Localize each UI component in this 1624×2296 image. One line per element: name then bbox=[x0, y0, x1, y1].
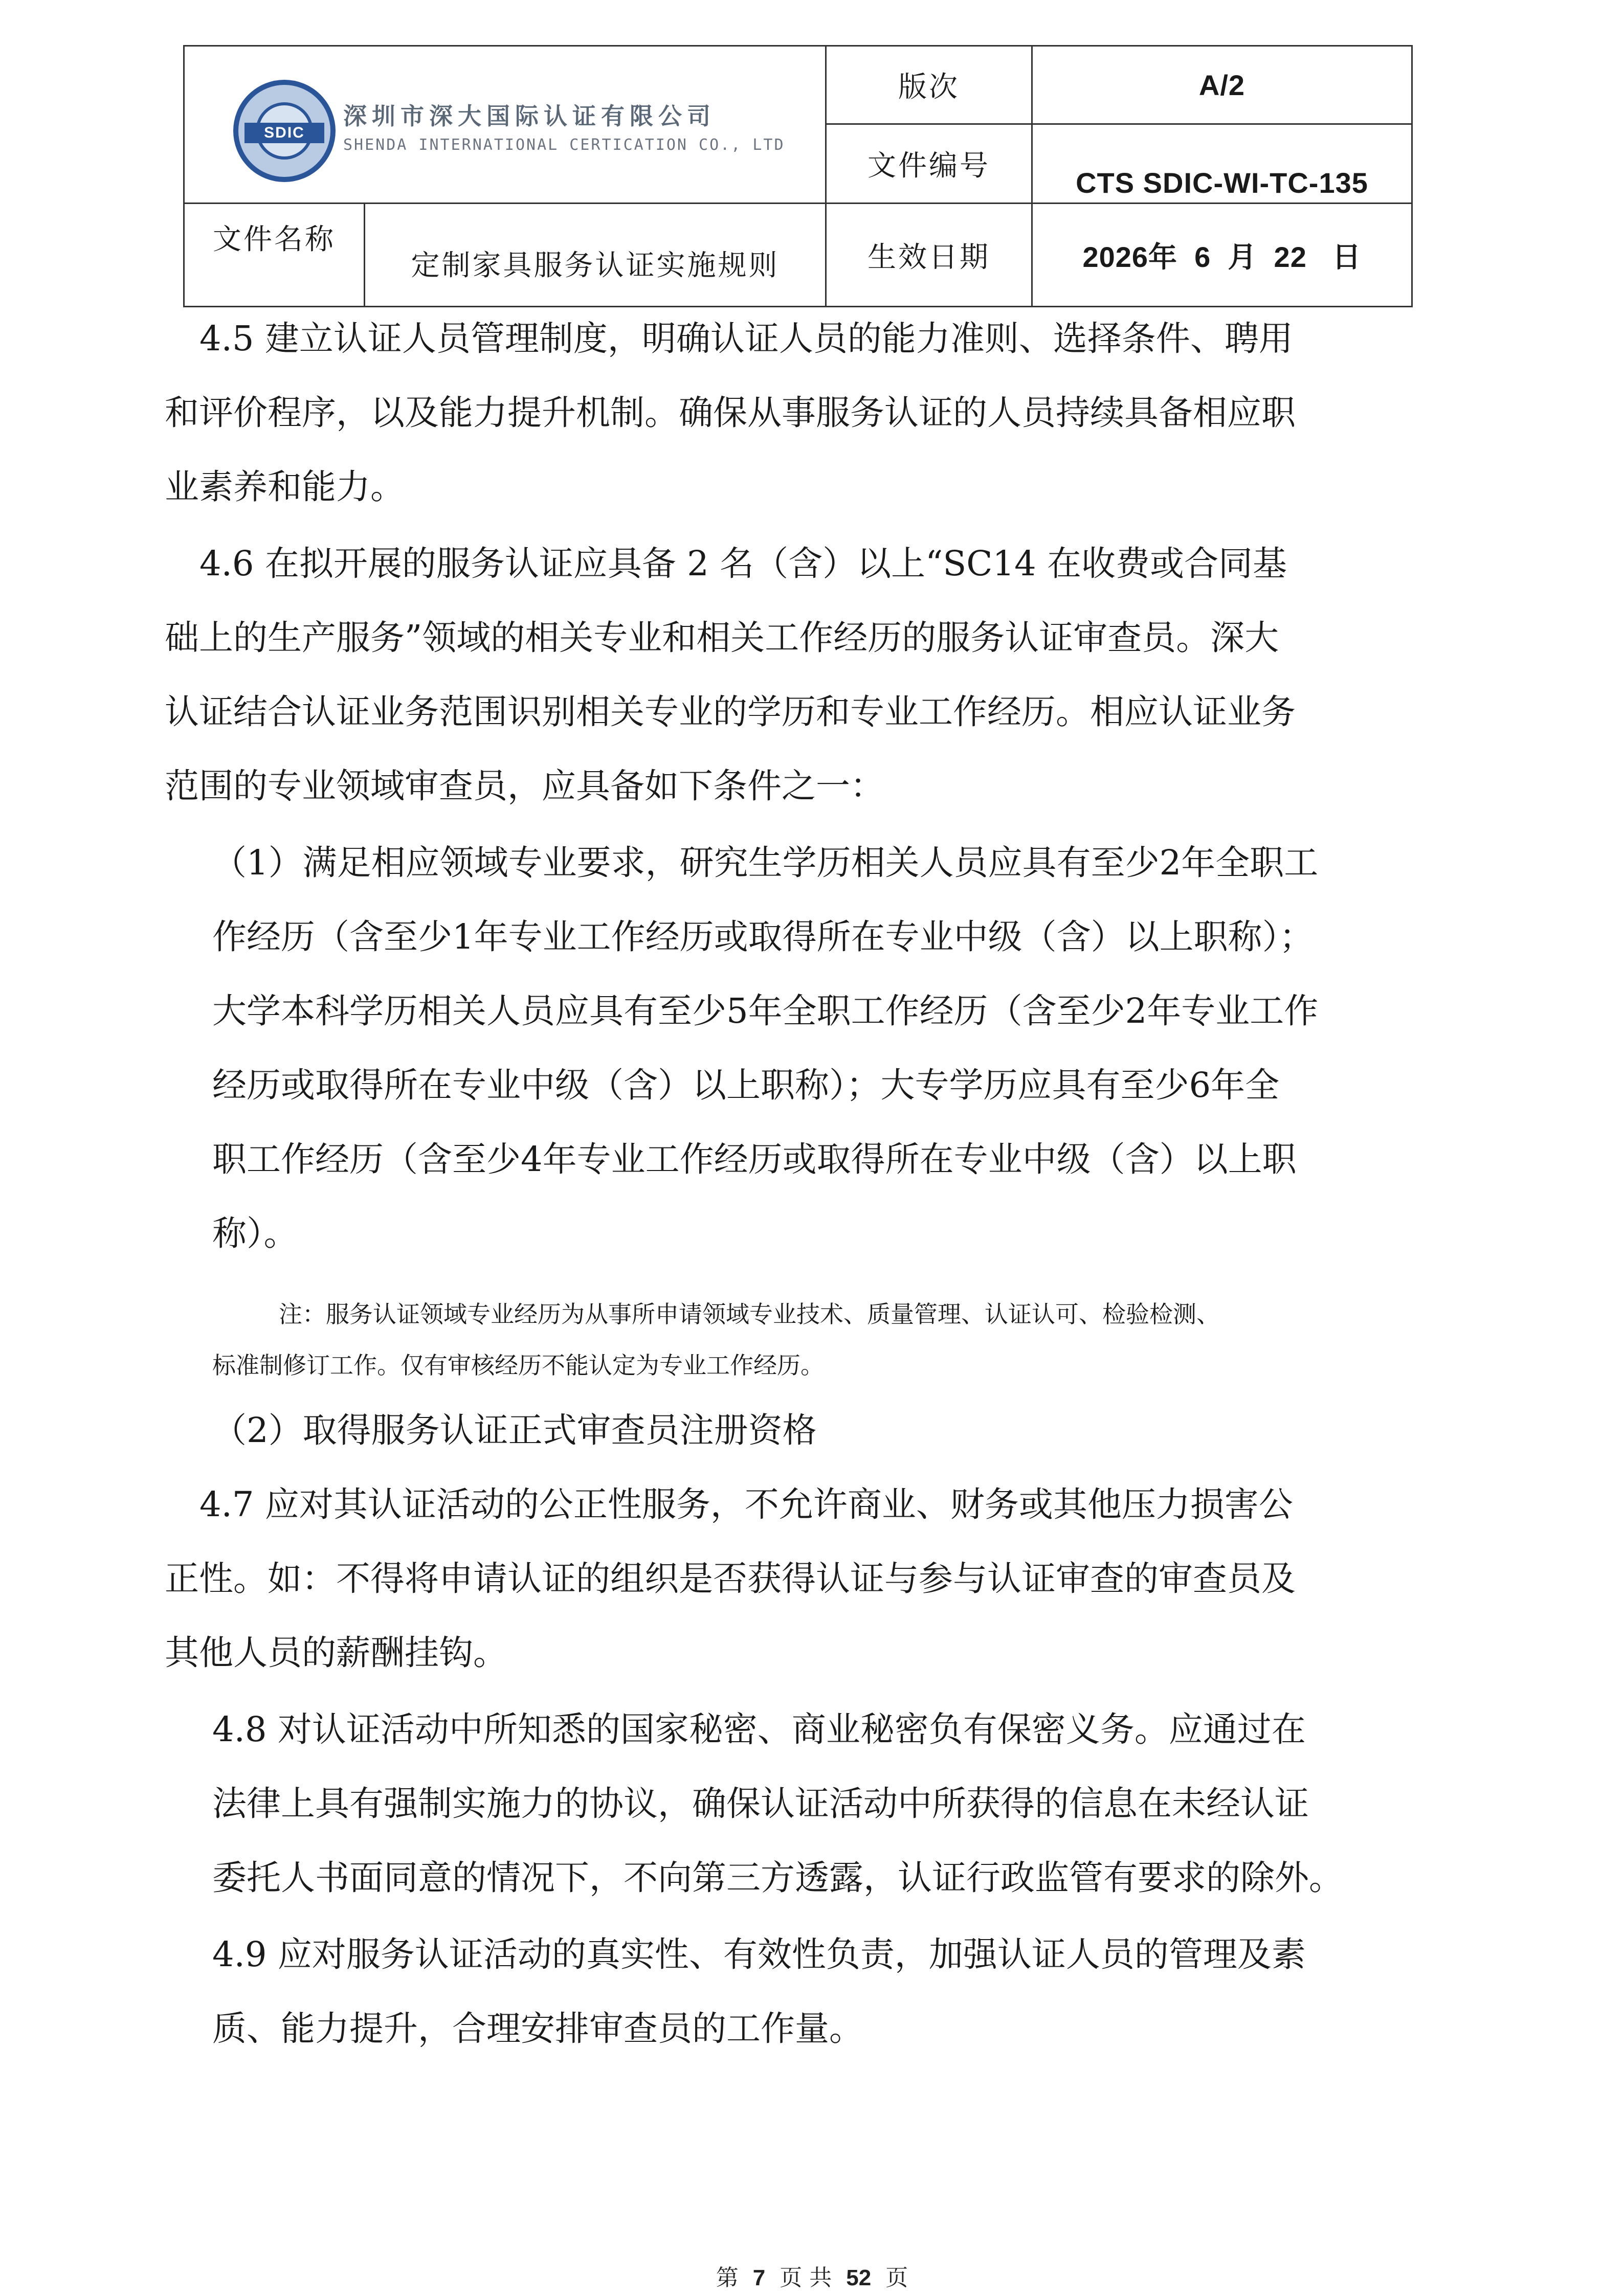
section-4-8-line: 法律上具有强制实施力的协议，确保认证活动中所获得的信息在未经认证 bbox=[212, 1784, 1309, 1824]
section-4-7-line: 其他人员的薪酬挂钩。 bbox=[165, 1633, 507, 1673]
company-name-en: SHENDA INTERNATIONAL CERTICATION CO., LTD bbox=[343, 136, 785, 154]
section-4-7-line: 4.7 应对其认证活动的公正性服务，不允许商业、财务或其他压力损害公 bbox=[199, 1484, 1293, 1524]
doc-number-value: CTS SDIC-WI-TC-135 bbox=[1076, 166, 1368, 199]
condition-1-line: （1）满足相应领域专业要求，研究生学历相关人员应具有至少2年全职工 bbox=[212, 843, 1319, 883]
total-page-count: 52 bbox=[846, 2265, 872, 2290]
doc-number-label: 文件编号 bbox=[867, 149, 990, 183]
condition-1-line: 称）。 bbox=[212, 1213, 298, 1253]
condition-1-line: 经历或取得所在专业中级（含）以上职称）；大专学历应具有至少6年全 bbox=[212, 1065, 1280, 1105]
section-4-6-line: 范围的专业领域审查员，应具备如下条件之一： bbox=[165, 766, 884, 806]
section-4-6-line: 础上的生产服务”领域的相关专业和相关工作经历的服务认证审查员。深大 bbox=[165, 618, 1279, 658]
effective-date-label: 生效日期 bbox=[867, 240, 990, 274]
condition-1-line: 职工作经历（含至少4年专业工作经历或取得所在专业中级（含）以上职 bbox=[212, 1139, 1297, 1179]
section-4-5-line: 4.5 建立认证人员管理制度，明确认证人员的能力准则、选择条件、聘用 bbox=[199, 319, 1293, 358]
effective-date-value: 2026年 6 月 22 日 bbox=[1082, 240, 1362, 273]
document-header-table bbox=[183, 45, 1413, 307]
company-emblem bbox=[233, 80, 336, 182]
company-logo bbox=[233, 80, 785, 192]
condition-2-line: （2）取得服务认证正式审查员注册资格 bbox=[212, 1410, 817, 1450]
section-4-5-line: 业素养和能力。 bbox=[165, 467, 405, 507]
footer-suffix: 页 bbox=[885, 2265, 908, 2291]
version-label: 版次 bbox=[898, 71, 960, 104]
condition-1-line: 作经历（含至少1年专业工作经历或取得所在专业中级（含）以上职称）； bbox=[212, 917, 1314, 957]
emblem-text: SDIC bbox=[244, 123, 324, 143]
section-4-5-line: 和评价程序，以及能力提升机制。确保从事服务认证的人员持续具备相应职 bbox=[165, 393, 1296, 433]
doc-name-value: 定制家具服务认证实施规则 bbox=[411, 249, 780, 282]
page-footer bbox=[0, 2259, 1624, 2292]
company-name-cn: 深圳市深大国际认证有限公司 bbox=[343, 102, 716, 130]
section-4-6-line: 认证结合认证业务范围识别相关专业的学历和专业工作经历。相应认证业务 bbox=[165, 692, 1296, 732]
footer-middle: 页 共 bbox=[780, 2265, 832, 2291]
doc-name-label: 文件名称 bbox=[213, 223, 336, 256]
section-4-8-line: 4.8 对认证活动中所知悉的国家秘密、商业秘密负有保密义务。应通过在 bbox=[212, 1709, 1306, 1749]
footer-prefix: 第 bbox=[716, 2265, 739, 2291]
section-4-9-line: 4.9 应对服务认证活动的真实性、有效性负责，加强认证人员的管理及素 bbox=[212, 1934, 1306, 1974]
version-value: A/2 bbox=[1198, 69, 1245, 101]
note-line: 标准制修订工作。仅有审核经历不能认定为专业工作经历。 bbox=[212, 1352, 824, 1379]
section-4-9-line: 质、能力提升，合理安排审查员的工作量。 bbox=[212, 2009, 863, 2049]
section-4-7-line: 正性。如：不得将申请认证的组织是否获得认证与参与认证审查的审查员及 bbox=[165, 1559, 1296, 1599]
note-line: 注：服务认证领域专业经历为从事所申请领域专业技术、质量管理、认证认可、检验检测、 bbox=[279, 1300, 1220, 1328]
section-4-6-line: 4.6 在拟开展的服务认证应具备 2 名（含）以上“SC14 在收费或合同基 bbox=[199, 544, 1287, 583]
section-4-8-line: 委托人书面同意的情况下，不向第三方透露，认证行政监管有要求的除外。 bbox=[212, 1858, 1343, 1898]
current-page-number: 7 bbox=[752, 2265, 766, 2290]
condition-1-line: 大学本科学历相关人员应具有至少5年全职工作经历（含至少2年专业工作 bbox=[212, 991, 1319, 1031]
